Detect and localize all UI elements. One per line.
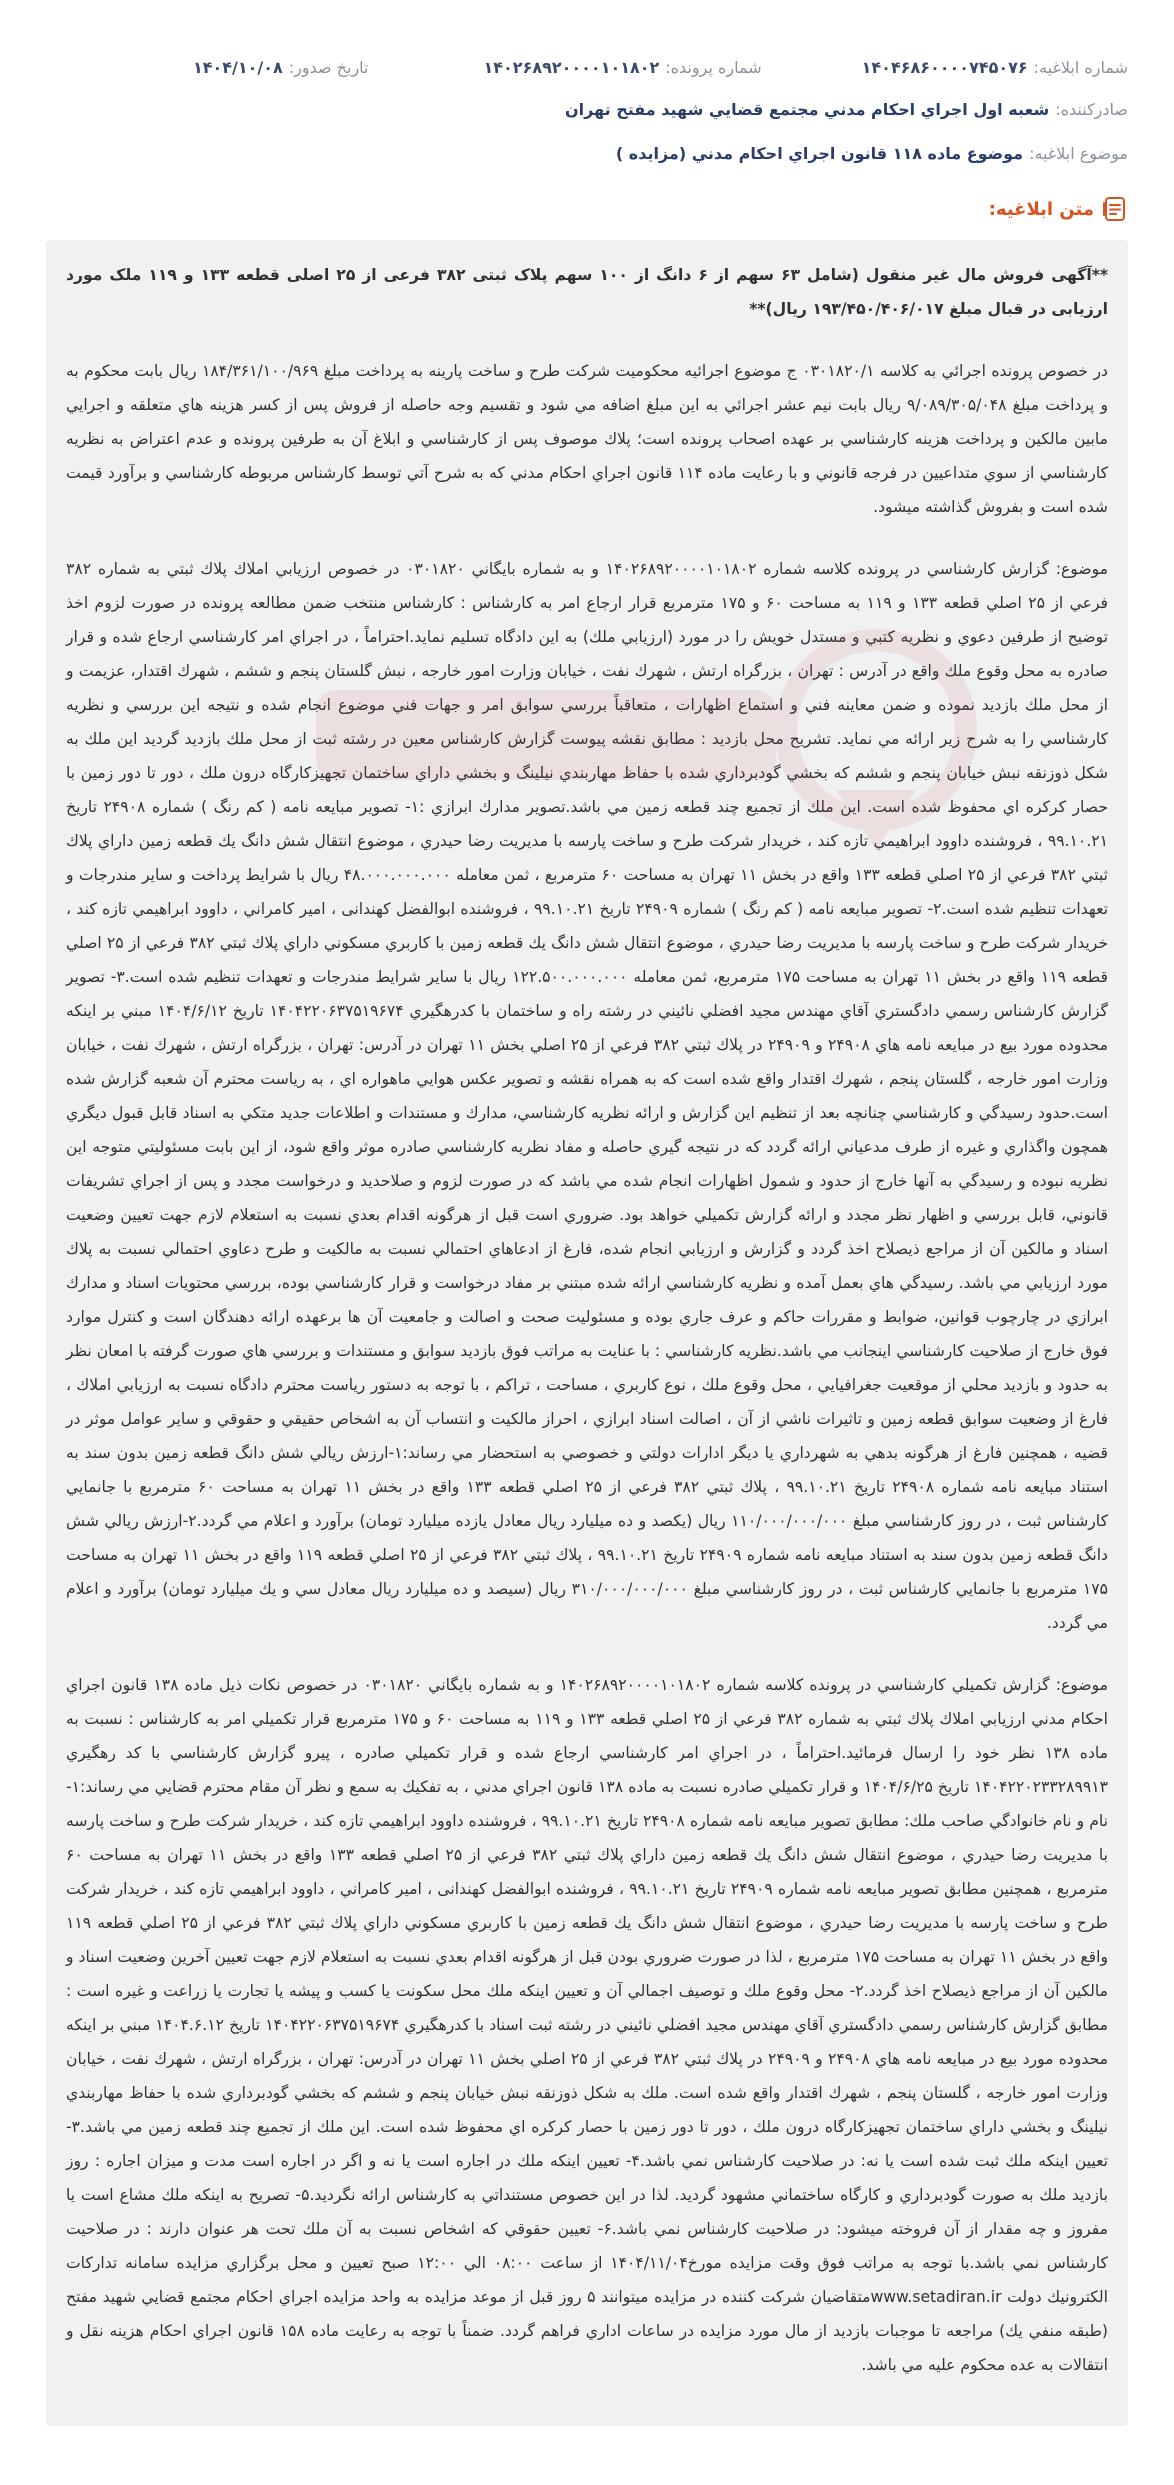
notice-paragraph-expert-report: موضوع: گزارش كارشناسي در پرونده كلاسه شماره ۱۴۰۲۶۸۹۲۰۰۰۰۱۰۱۸۰۲ و به شماره بايگاني ۰۳۰۱۸۲۰ در خصوص ارزيابي املاك پلاك ثبتي به شماره ۳۸۲ فرعي از ۲۵ اصلي قطعه ۱۳۳ و ۱۱۹ به مساحت ۶۰ و ۱۷۵ مترمربع قرار ارجاع امر به كارشناس : كارشناس منتخب ضمن مطالعه پرونده در صورت لزوم اخذ توضيح از طرفين دعوي و نظريه كتبي و مستدل خويش را در مورد (ارزيابي ملك) به اين دادگاه تسليم نمايد.احتراماً ، در اجراي امر كارشناسي ارجاع شده و قرار صادره به محل وقوع ملك واقع در آدرس : تهران ، بزرگراه ارتش ، شهرك نفت ، خيابان وزارت امور خارجه ، نبش گلستان پنجم و ششم ، شهرك اقتدار، عزيمت و از محل ملك بازديد نموده و ضمن معاينه فني و استماع اظهارات ، متعاقباً بررسي سوابق امر و جهات فني موضوع انجام شده و نتيجه اين بررسي و نظريه كارشناسي را به شرح زير ارائه مي نمايد. تشريح محل بازديد : مطابق نقشه پيوست گزارش كارشناس معين در رشته ثبت از محل ملك بازديد گرديد اين ملك به شكل ذوزنقه نبش خيابان پنجم و ششم كه بخشي گودبرداري شده با حفاظ مهاربندي نيلينگ و بخشي داراي ساختمان تجهيزكارگاه درون ملك ، دور تا دور زمين با حصار كركره اي محفوظ شده است. اين ملك از تجميع چند قطعه زمين مي باشد.تصوير مدارك ابرازي :۱- تصوير مبايعه نامه ( كم رنگ ) شماره ۲۴۹۰۸ تاريخ ۹۹.۱۰.۲۱ ، فروشنده داوود ابراهيمي تازه كند ، خريدار شركت طرح و ساخت پارسه با مديريت رضا حيدري ، موضوع انتقال شش دانگ يك قطعه زمين داراي پلاك ثبتي ۳۸۲ فرعي از ۲۵ اصلي قطعه ۱۳۳ واقع در بخش ۱۱ تهران به مساحت ۶۰ مترمربع ، ثمن معامله ۴۸.۰۰۰.۰۰۰.۰۰۰ ريال با شرايط پرداخت و ساير مندرجات و تعهدات تنظيم شده است.۲- تصوير مبايعه نامه ( كم رنگ ) شماره ۲۴۹۰۹ تاريخ ۹۹.۱۰.۲۱ ، فروشنده ابوالفضل كهندانی ، امير كامراني ، داوود ابراهيمي تازه كند ، خريدار شركت طرح و ساخت پارسه با مديريت رضا حيدري ، موضوع انتقال شش دانگ يك قطعه زمين با كاربري مسكوني داراي پلاك ثبتي ۳۸۲ فرعي از ۲۵ اصلي قطعه ۱۱۹ واقع در بخش ۱۱ تهران به مساحت ۱۷۵ مترمربع، ثمن معامله ۱۲۲.۵۰۰.۰۰۰.۰۰۰ ريال با ساير شرايط مندرجات و تعهدات تنظيم شده است.۳- تصوير گزارش كارشناس رسمي دادگستري آقاي مهندس مجيد افضلي نائيني در رشته راه و ساختمان با كدرهگيري ۱۴۰۴۲۲۰۶۳۷۵۱۹۶۷۴ تاريخ ۱۴۰۴/۶/۱۲ مبني بر اينكه محدوده مورد بيع در مبايعه نامه هاي ۲۴۹۰۸ و ۲۴۹۰۹ در پلاك ثبتي ۳۸۲ فرعي از ۲۵ اصلي بخش ۱۱ تهران در آدرس: تهران ، بزرگراه ارتش ، شهرك نفت ، خيابان وزارت امور خارجه ، گلستان پنجم ، شهرك اقتدار واقع شده است كه به همراه نقشه و تصوير عكس هوايي ماهواره اي ، به رياست محترم آن شعبه گزارش شده است.حدود رسيدگي و كارشناسي چنانچه بعد از تنظيم اين گزارش و ارائه نظريه كارشناسي، مدارك و مستندات و اطلاعات جديد متكي به اسناد قابل قبول ديگري همچون واگذاري و غيره از طرف مدعياني ارائه گردد كه در نتيجه گيري حاصله و مفاد نظريه كارشناسي صادره موثر واقع شود، از اين بابت مسئوليتي متوجه اين نظريه نبوده و رسيدگي به آنها خارج از حدود و شمول اظهارات انجام شده مي باشد كه در صورت لزوم و صلاحديد و درخواست مجدد و پس از اجراي تشريفات قانوني، قابل بررسي و اظهار نظر مجدد و ارائه گزارش تكميلي خواهد بود. ضروري است قبل از هرگونه اقدام بعدي نسبت به استعلام لازم جهت تعيين وضعيت اسناد و مالكين آن از مراجع ذيصلاح اخذ گردد و گزارش و ارزيابي انجام شده، فارغ از ادعاهاي احتمالي نسبت به مالكيت و طرح دعاوي احتمالي نسبت به پلاك مورد ارزيابي مي باشد. رسيدگي هاي بعمل آمده و نظريه كارشناسي ارائه شده مبتني بر مفاد درخواست و قرار كارشناسي بوده، بررسي محتويات اسناد و مدارك ابرازي در چارچوب قوانين، ضوابط و مقررات حاكم و عرف جاري بوده و مسئوليت صحت و اصالت و جامعيت آن ها برعهده ارائه دهندگان است و كنترل موارد فوق خارج از صلاحيت كارشناسي اينجانب مي باشد.نظريه كارشناسي : با عنايت به مراتب فوق بازديد سوابق و مستندات و بررسي هاي صورت گرفته با امعان نظر به حدود و بازديد محلي از موقعيت جغرافيايي ، محل وقوع ملك ، نوع كاربري ، مساحت ، تراكم ، با توجه به دستور رياست محترم دادگاه نسبت به ارزيابي املاك ، فارغ از وضعيت سوابق قطعه زمين و تاثيرات ناشي از آن ، اصالت اسناد ابرازي ، احراز مالكيت و انتساب آن به اشخاص حقيقي و حقوقي و ساير عوامل موثر در قضيه ، همچنين فارغ از هرگونه بدهي به شهرداري يا ديگر ادارات دولتي و خصوصي به استحضار مي رساند:۱-ارزش ريالي شش دانگ قطعه زمين بدون سند به استناد مبايعه نامه شماره ۲۴۹۰۸ تاريخ ۹۹.۱۰.۲۱ ، پلاك ثبتي ۳۸۲ فرعي از ۲۵ اصلي قطعه ۱۳۳ واقع در بخش ۱۱ تهران به مساحت ۶۰ مترمربع با جانمايي كارشناس ثبت ، در روز كارشناسي مبلغ ۱۱۰/۰۰۰/۰۰۰/۰۰۰ ريال (يكصد و ده ميليارد ريال معادل يازده ميليارد تومان) برآورد و اعلام مي گردد.۲-ارزش ريالي شش دانگ قطعه زمين بدون سند به استناد مبايعه نامه شماره ۲۴۹۰۹ تاريخ ۹۹.۱۰.۲۱ ، پلاك ثبتي ۳۸۲ فرعي از ۲۵ اصلي قطعه ۱۱۹ واقع در بخش ۱۱ تهران به مساحت ۱۷۵ مترمربع با جانمايي كارشناس ثبت ، در روز كارشناسي مبلغ ۳۱۰/۰۰۰/۰۰۰/۰۰۰ ريال (سيصد و ده ميليارد ريال معادل سي و يك ميليارد تومان) برآورد و اعلام مي گردد. <box>66 560 1109 1632</box>
notice-number <box>862 58 1128 77</box>
issue-date-value: ۱۴۰۴/۱۰/۰۸ <box>192 58 283 77</box>
notice-number-value: ۱۴۰۴۶۸۶۰۰۰۰۷۴۵۰۷۶ <box>861 58 1028 77</box>
header-row-numbers <box>46 58 1128 77</box>
subject-value: موضوع ماده ۱۱۸ قانون اجراي احكام مدني (مزايده ) <box>615 144 1024 163</box>
issuer-label: صادرکننده: <box>1055 100 1128 119</box>
subject-label: موضوع ابلاغیه: <box>1029 144 1128 163</box>
notice-paragraph-case: در خصوص پرونده اجرائي به كلاسه ۰۳۰۱۸۲۰/۱ ج موضوع اجرائيه محكوميت شركت طرح و ساخت پارينه به پرداخت مبلغ ۱۸۴/۳۶۱/۱۰۰/۹۶۹ ريال بابت محكوم به و پرداخت مبلغ ۹/۰۸۹/۳۰۵/۰۴۸ ريال بابت نيم عشر اجرائي به اين مبلغ اضافه مي شود و تقسيم وجه حاصله از فروش پس از كسر هزينه هاي متعلقه و اجرايي مابين مالكين و پرداخت هزينه كارشناسي بر عهده اصحاب پرونده است؛ پلاك موصوف پس از كارشناسي و ابلاغ آن به طرفين پرونده و عدم اعتراض به نظريه كارشناسي از سوي متداعيين در فرجه قانوني و با رعايت ماده ۱۱۴ قانون اجراي احكام مدني كه به شرح آتي توسط كارشناس مربوطه كارشناسي و برآورد قيمت شده است و بفروش گذاشته ميشود. <box>66 362 1109 516</box>
document-text-icon <box>1102 196 1128 222</box>
notice-text-label: متن ابلاغیه: <box>988 198 1094 220</box>
case-number <box>484 58 762 77</box>
notice-paragraph-supplementary-report: موضوع: گزارش تكميلي كارشناسي در پرونده كلاسه شماره ۱۴۰۲۶۸۹۲۰۰۰۰۱۰۱۸۰۲ و به شماره بايگاني ۰۳۰۱۸۲۰ در خصوص نكات ذيل ماده ۱۳۸ قانون اجراي احكام مدني ارزيابي املاك پلاك ثبتي به شماره ۳۸۲ فرعي از ۲۵ اصلي قطعه ۱۳۳ و ۱۱۹ به مساحت ۶۰ و ۱۷۵ مترمربع قرار تكميلي امر به كارشناس : نسبت به ماده ۱۳۸ نظر خود را ارسال فرمائيد.احتراماً ، در اجراي امر كارشناسي ارجاع شده و قرار تكميلي صادره ، پيرو گزارش كارشناسي با كد رهگيري ۱۴۰۴۲۲۰۲۳۳۲۸۹۹۱۳ تاريخ ۱۴۰۴/۶/۲۵ و قرار تكميلي صادره نسبت به ماده ۱۳۸ قانون اجراي مدني ، به تفكيك به سمع و نظر آن مقام محترم قضايي مي رساند:۱- نام و نام خانوادگي صاحب ملك: مطابق تصوير مبايعه نامه شماره ۲۴۹۰۸ تاريخ ۹۹.۱۰.۲۱ ، فروشنده داوود ابراهيمي تازه كند ، خريدار شركت طرح و ساخت پارسه با مديريت رضا حيدري ، موضوع انتقال شش دانگ يك قطعه زمين داراي پلاك ثبتي ۳۸۲ فرعي از ۲۵ اصلي قطعه ۱۳۳ واقع در بخش ۱۱ تهران به مساحت ۶۰ مترمربع ، همچنين مطابق تصوير مبايعه نامه شماره ۲۴۹۰۹ تاريخ ۹۹.۱۰.۲۱ ، فروشنده ابوالفضل كهندانی ، امير كامراني ، داوود ابراهيمي تازه كند ، خريدار شركت طرح و ساخت پارسه با مديريت رضا حيدري ، موضوع انتقال شش دانگ يك قطعه زمين با كاربري مسكوني داراي پلاك ثبتي ۳۸۲ فرعي از ۲۵ اصلي قطعه ۱۱۹ واقع در بخش ۱۱ تهران به مساحت ۱۷۵ مترمربع ، لذا در صورت ضروري بودن قبل از هرگونه اقدام بعدي نسبت به استعلام لازم جهت تعيين آخرين وضعيت اسناد و مالكين آن از مراجع ذيصلاح اخذ گردد.۲- محل وقوع ملك و توصيف اجمالي آن و تعيين اينكه ملك محل سكونت يا كسب و پيشه يا تجارت يا زراعت و غيره است : مطابق گزارش كارشناس رسمي دادگستري آقاي مهندس مجيد افضلي نائيني در رشته ثبت اسناد با كدرهگيري ۱۴۰۴۲۲۰۶۳۷۵۱۹۶۷۴ تاريخ ۱۴۰۴.۶.۱۲ مبني بر اينكه محدوده مورد بيع در مبايعه نامه هاي ۲۴۹۰۸ و ۲۴۹۰۹ در پلاك ثبتي ۳۸۲ فرعي از ۲۵ اصلي بخش ۱۱ تهران در آدرس: تهران ، بزرگراه ارتش ، شهرك نفت ، خيابان وزارت امور خارجه ، گلستان پنجم ، شهرك اقتدار واقع شده است. ملك به شكل ذوزنقه نبش خيابان پنجم و ششم كه بخشي گودبرداري شده با حفاظ مهاربندي نيلينگ و بخشي داراي ساختمان تجهيزكارگاه درون ملك ، دور تا دور زمين با حصار كركره اي محفوظ شده است. اين ملك از تجميع چند قطعه زمين مي باشد.۳- تعيين اينكه ملك ثبت شده است يا نه: در صلاحيت كارشناس نمي باشد.۴- تعيين اينكه ملك در اجاره است يا نه و اگر در اجاره است مدت و ميزان اجاره : روز بازديد ملك به صورت گودبرداري و كارگاه ساختماني مشهود گرديد. لذا در اين خصوص مستنداتي به كارشناس ارائه نگرديد.۵- تصريح به اينكه ملك مشاع است يا مفروز و چه مقدار از آن فروخته ميشود: در صلاحيت كارشناس نمي باشد.۶- تعيين حقوقي كه اشخاص نسبت به آن ملك تحت هر عنوان دارند : در صلاحيت كارشناس نمي باشد.با توجه به مراتب فوق وقت مزايده مورخ۱۴۰۴/۱۱/۰۴ از ساعت ۰۸:۰۰ الي ۱۲:۰۰ صبح تعيين و محل برگزاري مزايده سامانه تداركات الكترونيك دولت www.setadiran.irمتقاضيان شركت كننده در مزايده ميتوانند ۵ روز قبل از موعد مزايده به واحد مزايده اجراي احكام مجتمع قضايي شهيد مفتح (طبقه منفي يك) مراجعه تا موجبات بازديد از مال مورد مزايده در ساعات اداري فراهم گردد. ضمناً با توجه به رعايت ماده ۱۵۸ قانون اجراي احكام هزينه نقل و انتقالات به عده محكوم عليه مي باشد. <box>66 1676 1109 2374</box>
issuer-value: شعبه اول اجراي احكام مدني مجتمع قضايي شهيد مفتح تهران <box>564 100 1050 119</box>
notice-text-heading <box>989 196 1128 222</box>
notice-body <box>46 240 1128 2426</box>
case-number-value: ۱۴۰۲۶۸۹۲۰۰۰۰۱۰۱۸۰۲ <box>483 58 660 77</box>
issue-date <box>193 58 369 77</box>
notice-paragraph-headline: **آگهی فروش مال غیر منقول (شامل ۶۳ سهم از ۶ دانگ از ۱۰۰ سهم پلاک ثبتی ۳۸۲ فرعی از ۲۵ اصلی قطعه ۱۳۳ و ۱۱۹ ملک مورد ارزیابی در قبال مبلغ ۱۹۳/۴۵۰/۴۰۶/۰۱۷ ریال)** <box>66 266 1108 318</box>
header-row-issuer <box>46 100 1128 119</box>
issue-date-label: تاریخ صدور: <box>288 58 369 77</box>
notice-number-label: شماره ابلاغیه: <box>1033 58 1128 77</box>
case-number-label: شماره پرونده: <box>665 58 762 77</box>
header-row-subject <box>46 144 1128 163</box>
